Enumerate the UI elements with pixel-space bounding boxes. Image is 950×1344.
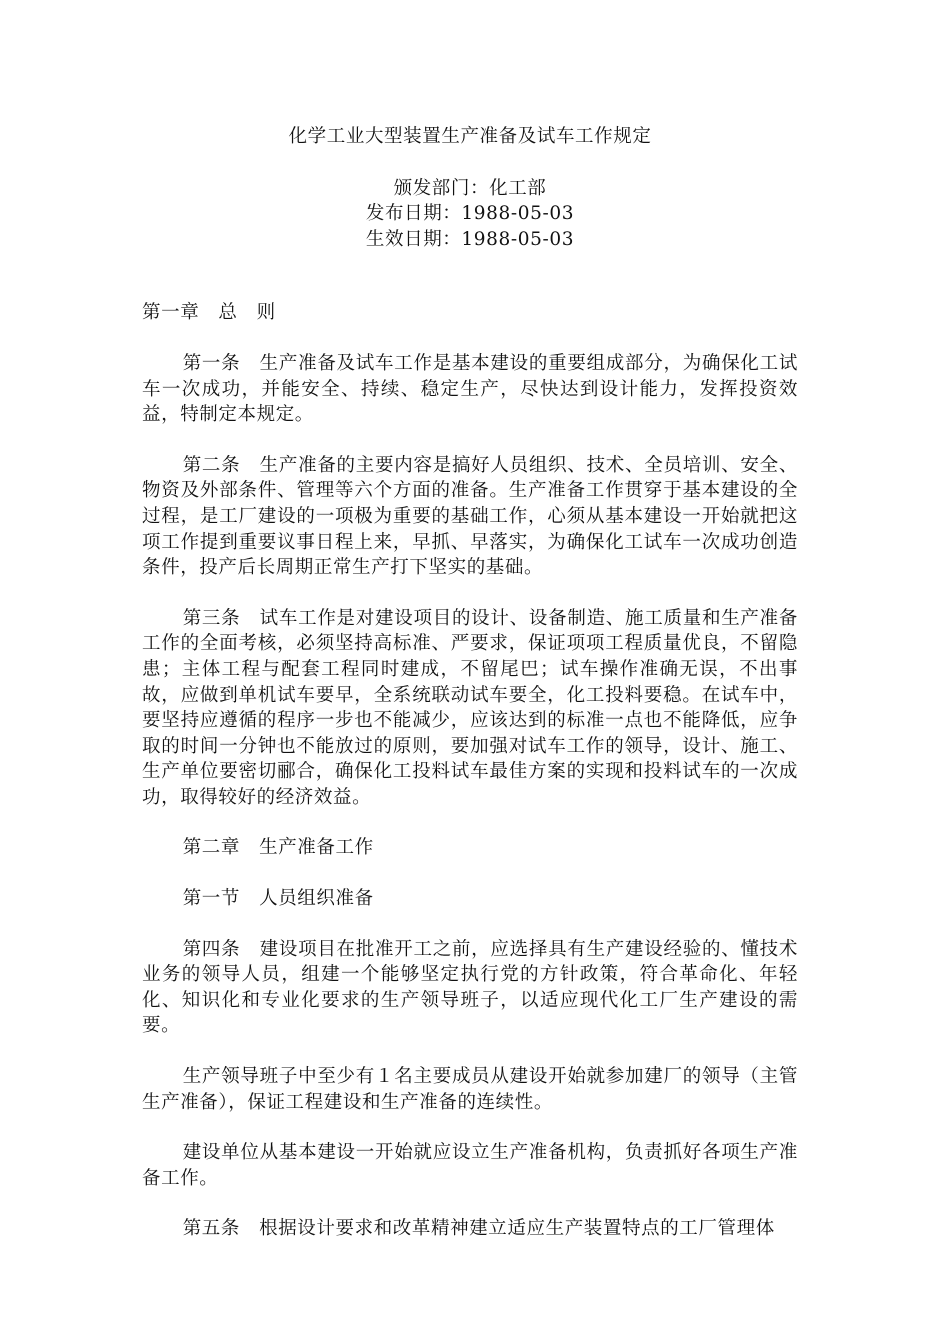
document-body — [142, 124, 798, 1242]
article-3-paragraph: 第三条 试车工作是对建设项目的设计、设备制造、施工质量和生产准备工作的全面考核，必须坚持高标准、严要求，保证项项工程质量优良，不留隐患；主体工程与配套工程同时建成，不留尾巴；试车操作准确无误，不出事故，应做到单机试车要早，全系统联动试车要全，化工投料要稳。在试车中，要坚持应遵循的程序一步也不能减少，应该达到的标准一点也不能降低，应争取的时间一分钟也不能放过的原则，要加强对试车工作的领导，设计、施工、生产单位要密切郦合，确保化工投料试车最佳方案的实现和投料试车的一次成功，取得较好的经济效益。 — [142, 607, 798, 808]
article-2-paragraph: 第二条 生产准备的主要内容是搞好人员组织、技术、全员培训、安全、物资及外部条件、管理等六个方面的准备。生产准备工作贯穿于基本建设的全过程，是工厂建设的一项极为重要的基础工作，心须从基本建设一开始就把这项工作提到重要议事日程上来，早抓、早落实，为确保化工试车一次成功创造条件，投产后长周期正常生产打下坚实的基础。 — [142, 454, 798, 579]
article-1-paragraph: 第一条 生产准备及试车工作是基本建设的重要组成部分，为确保化工试车一次成功，并能安全、持续、稳定生产，尽快达到设计能力，发挥投资效益，特制定本规定。 — [142, 352, 798, 426]
issuer-line: 颁发部门：化工部 — [393, 177, 547, 199]
publish-date-line: 发布日期：1988-05-03 — [365, 203, 575, 225]
chapter-1-heading: 第一章 总 则 — [142, 302, 276, 324]
article-4-paragraph: 第四条 建设项目在批准开工之前，应选择具有生产建设经验的、懂技术业务的领导人员，组建一个能够坚定执行党的方针政策，符合革命化、年轻化、知识化和专业化要求的生产领导班子，以适应现代化工厂生产建设的需要。 — [142, 938, 798, 1037]
document-header — [142, 124, 798, 252]
article-4-paragraph-2: 生产领导班子中至少有１名主要成员从建设开始就参加建厂的领导（主管生产准备），保证工程建设和生产准备的连续性。 — [142, 1066, 798, 1113]
document-title: 化学工业大型装置生产准备及试车工作规定 — [288, 126, 652, 147]
chapter-2-heading: 第二章 生产准备工作 — [182, 837, 374, 859]
effective-date-line: 生效日期：1988-05-03 — [365, 228, 575, 250]
article-4-paragraph-3: 建设单位从基本建设一开始就应设立生产准备机构，负责抓好各项生产准备工作。 — [142, 1142, 798, 1189]
section-1-heading: 第一节 人员组织准备 — [182, 888, 374, 910]
article-5-paragraph: 第五条 根据设计要求和改革精神建立适应生产装置特点的工厂管理体 — [182, 1218, 775, 1240]
